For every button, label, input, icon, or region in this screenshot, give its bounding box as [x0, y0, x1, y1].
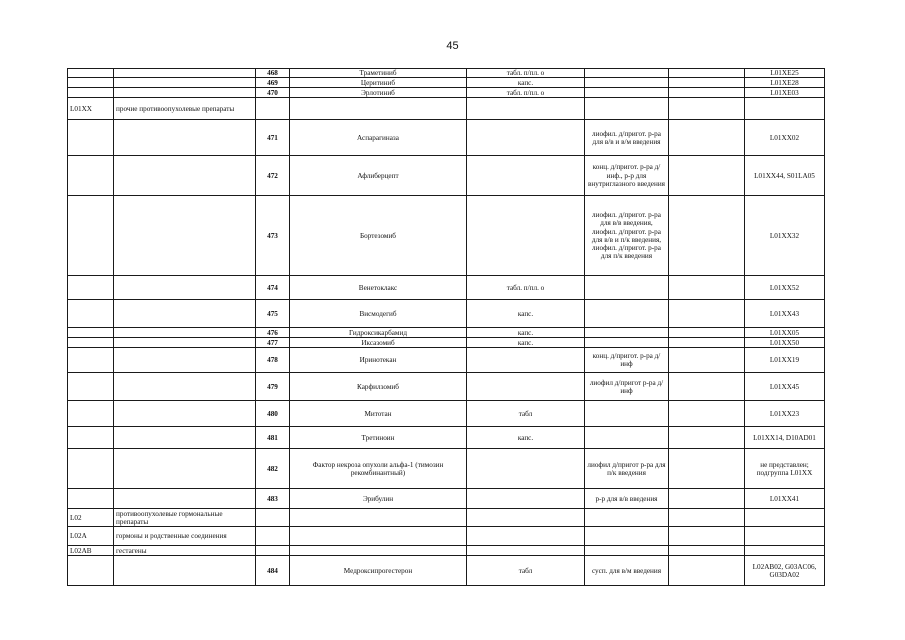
atc-group-code [68, 88, 114, 98]
drug-name: Траметиниб [290, 69, 467, 78]
drug-name: Гидроксикарбамид [290, 328, 467, 338]
atc-code: L01XX41 [745, 489, 825, 509]
atc-group-code: L01XX [68, 98, 114, 120]
empty-cell [669, 78, 745, 88]
drug-name [290, 509, 467, 527]
dosage-form: табл. п/пл. о [467, 69, 585, 78]
dosage-form [467, 348, 585, 373]
atc-group-code [68, 120, 114, 156]
dosage-form: капс. [467, 78, 585, 88]
row-number: 472 [256, 156, 290, 196]
row-number: 473 [256, 196, 290, 276]
dosage-form: капс. [467, 300, 585, 328]
atc-group-code: L02AB [68, 546, 114, 556]
dosage-form [467, 489, 585, 509]
empty-cell [669, 556, 745, 586]
drug-name: Иринотекан [290, 348, 467, 373]
atc-group-code [68, 338, 114, 348]
row-number: 478 [256, 348, 290, 373]
atc-code [745, 527, 825, 546]
dosage-form-injectable: р-р для в/в введения [585, 489, 669, 509]
atc-code: L01XX45 [745, 373, 825, 401]
atc-group-name [114, 328, 256, 338]
drug-name: Медроксипрогестерон [290, 556, 467, 586]
dosage-form-injectable [585, 88, 669, 98]
row-number: 469 [256, 78, 290, 88]
table-row [68, 328, 825, 338]
row-number: 483 [256, 489, 290, 509]
empty-cell [669, 546, 745, 556]
row-number: 468 [256, 69, 290, 78]
dosage-form [467, 546, 585, 556]
empty-cell [669, 489, 745, 509]
table-row [68, 276, 825, 300]
atc-group-code [68, 69, 114, 78]
table-row [68, 338, 825, 348]
drug-name: Аспарагиназа [290, 120, 467, 156]
dosage-form [467, 196, 585, 276]
drug-name [290, 527, 467, 546]
drug-name: Фактор некроза опухоли альфа-1 (тимозин рекомбинантный) [290, 449, 467, 489]
dosage-form-injectable: лиофил д/пригот р-ра для п/к введения [585, 449, 669, 489]
empty-cell [669, 373, 745, 401]
atc-group-code [68, 156, 114, 196]
dosage-form-injectable [585, 78, 669, 88]
drug-list-table [67, 68, 825, 586]
empty-cell [669, 98, 745, 120]
atc-code: L01XX52 [745, 276, 825, 300]
table-row [68, 509, 825, 527]
dosage-form-injectable: лиофил. д/пригот. р-ра для в/в введения, лиофил. д/пригот. р-ра для в/в и п/к введения, лиофил. д/пригот. р-ра для п/к введения [585, 196, 669, 276]
atc-code: L02AB02, G03AC06, G03DA02 [745, 556, 825, 586]
atc-group-code [68, 449, 114, 489]
atc-group-code [68, 348, 114, 373]
atc-group-name: противоопухолевые гормональные препараты [114, 509, 256, 527]
atc-code: L01XE28 [745, 78, 825, 88]
table-row [68, 69, 825, 78]
dosage-form [467, 373, 585, 401]
row-number [256, 546, 290, 556]
atc-group-code [68, 401, 114, 427]
atc-group-name [114, 373, 256, 401]
dosage-form-injectable [585, 546, 669, 556]
atc-group-name [114, 556, 256, 586]
empty-cell [669, 338, 745, 348]
atc-code: L01XE25 [745, 69, 825, 78]
empty-cell [669, 69, 745, 78]
table-row [68, 546, 825, 556]
row-number: 479 [256, 373, 290, 401]
drug-name [290, 98, 467, 120]
dosage-form: капс. [467, 427, 585, 449]
atc-group-name [114, 300, 256, 328]
dosage-form [467, 98, 585, 120]
empty-cell [669, 449, 745, 489]
atc-group-code [68, 196, 114, 276]
atc-code: не представлен; подгруппа L01XX [745, 449, 825, 489]
atc-group-code [68, 373, 114, 401]
row-number [256, 509, 290, 527]
atc-code: L01XX32 [745, 196, 825, 276]
dosage-form-injectable [585, 276, 669, 300]
atc-code: L01XX02 [745, 120, 825, 156]
drug-name: Афлиберцепт [290, 156, 467, 196]
atc-group-name [114, 78, 256, 88]
dosage-form: табл. п/пл. о [467, 276, 585, 300]
row-number: 480 [256, 401, 290, 427]
empty-cell [669, 300, 745, 328]
atc-group-name [114, 69, 256, 78]
dosage-form [467, 449, 585, 489]
empty-cell [669, 427, 745, 449]
dosage-form-injectable [585, 338, 669, 348]
atc-group-code: L02 [68, 509, 114, 527]
drug-name: Церитиниб [290, 78, 467, 88]
atc-group-name [114, 196, 256, 276]
atc-group-code [68, 300, 114, 328]
dosage-form: табл. п/пл. о [467, 88, 585, 98]
empty-cell [669, 509, 745, 527]
atc-group-name: гестагены [114, 546, 256, 556]
table-row [68, 348, 825, 373]
drug-name: Висмодегиб [290, 300, 467, 328]
table-row [68, 88, 825, 98]
dosage-form-injectable: сусп. для в/м введения [585, 556, 669, 586]
drug-name: Карфилзомиб [290, 373, 467, 401]
row-number: 481 [256, 427, 290, 449]
dosage-form-injectable [585, 328, 669, 338]
table-row [68, 527, 825, 546]
atc-group-name: гормоны и родственные соединения [114, 527, 256, 546]
empty-cell [669, 156, 745, 196]
dosage-form [467, 527, 585, 546]
row-number: 482 [256, 449, 290, 489]
drug-name: Эрлотиниб [290, 88, 467, 98]
atc-group-name [114, 88, 256, 98]
dosage-form: капс. [467, 328, 585, 338]
dosage-form-injectable: конц. д/пригот. р-ра д/инф., р-р для внутриглазного введения [585, 156, 669, 196]
dosage-form-injectable: конц. д/пригот. р-ра д/инф [585, 348, 669, 373]
page-number: 45 [446, 40, 459, 52]
dosage-form: капс. [467, 338, 585, 348]
dosage-form: табл [467, 556, 585, 586]
atc-code: L01XX50 [745, 338, 825, 348]
dosage-form-injectable: лиофил д/пригот р-ра д/инф [585, 373, 669, 401]
dosage-form: табл [467, 401, 585, 427]
table-row [68, 449, 825, 489]
atc-group-name [114, 401, 256, 427]
empty-cell [669, 276, 745, 300]
atc-code: L01XX05 [745, 328, 825, 338]
drug-name [290, 546, 467, 556]
drug-name: Эрибулин [290, 489, 467, 509]
table-row [68, 196, 825, 276]
dosage-form [467, 120, 585, 156]
drug-name: Иксазомиб [290, 338, 467, 348]
atc-code: L01XX44, S01LA05 [745, 156, 825, 196]
empty-cell [669, 328, 745, 338]
empty-cell [669, 88, 745, 98]
empty-cell [669, 196, 745, 276]
table-row [68, 373, 825, 401]
atc-code: L01XX19 [745, 348, 825, 373]
atc-group-code [68, 78, 114, 88]
drug-name: Митотан [290, 401, 467, 427]
atc-group-code [68, 276, 114, 300]
table-row [68, 300, 825, 328]
atc-group-code: L02A [68, 527, 114, 546]
empty-cell [669, 120, 745, 156]
atc-group-name: прочие противоопухолевые препараты [114, 98, 256, 120]
atc-code: L01XE03 [745, 88, 825, 98]
dosage-form-injectable [585, 300, 669, 328]
atc-group-name [114, 338, 256, 348]
row-number: 484 [256, 556, 290, 586]
atc-group-name [114, 348, 256, 373]
atc-code [745, 98, 825, 120]
row-number: 470 [256, 88, 290, 98]
dosage-form-injectable [585, 509, 669, 527]
atc-group-name [114, 427, 256, 449]
dosage-form-injectable [585, 98, 669, 120]
atc-group-code [68, 328, 114, 338]
dosage-form-injectable [585, 401, 669, 427]
table-row [68, 98, 825, 120]
drug-name: Бортезомиб [290, 196, 467, 276]
atc-group-name [114, 120, 256, 156]
dosage-form [467, 509, 585, 527]
dosage-form-injectable: лиофил. д/пригот. р-ра для в/в и в/м введения [585, 120, 669, 156]
atc-code: L01XX23 [745, 401, 825, 427]
atc-group-name [114, 276, 256, 300]
drug-name: Венетоклакс [290, 276, 467, 300]
atc-group-name [114, 156, 256, 196]
row-number [256, 527, 290, 546]
table-row [68, 427, 825, 449]
row-number: 471 [256, 120, 290, 156]
table-row [68, 401, 825, 427]
atc-code [745, 546, 825, 556]
dosage-form-injectable [585, 427, 669, 449]
row-number: 476 [256, 328, 290, 338]
table-row [68, 78, 825, 88]
row-number: 475 [256, 300, 290, 328]
atc-group-code [68, 427, 114, 449]
atc-code [745, 509, 825, 527]
row-number: 474 [256, 276, 290, 300]
empty-cell [669, 527, 745, 546]
empty-cell [669, 348, 745, 373]
atc-group-code [68, 556, 114, 586]
atc-group-name [114, 449, 256, 489]
table-row [68, 120, 825, 156]
dosage-form [467, 156, 585, 196]
table-row [68, 556, 825, 586]
atc-code: L01XX14, D10AD01 [745, 427, 825, 449]
table-row [68, 156, 825, 196]
empty-cell [669, 401, 745, 427]
row-number [256, 98, 290, 120]
atc-group-name [114, 489, 256, 509]
atc-group-code [68, 489, 114, 509]
atc-code: L01XX43 [745, 300, 825, 328]
dosage-form-injectable [585, 527, 669, 546]
table-row [68, 489, 825, 509]
dosage-form-injectable [585, 69, 669, 78]
drug-name: Третиноин [290, 427, 467, 449]
row-number: 477 [256, 338, 290, 348]
